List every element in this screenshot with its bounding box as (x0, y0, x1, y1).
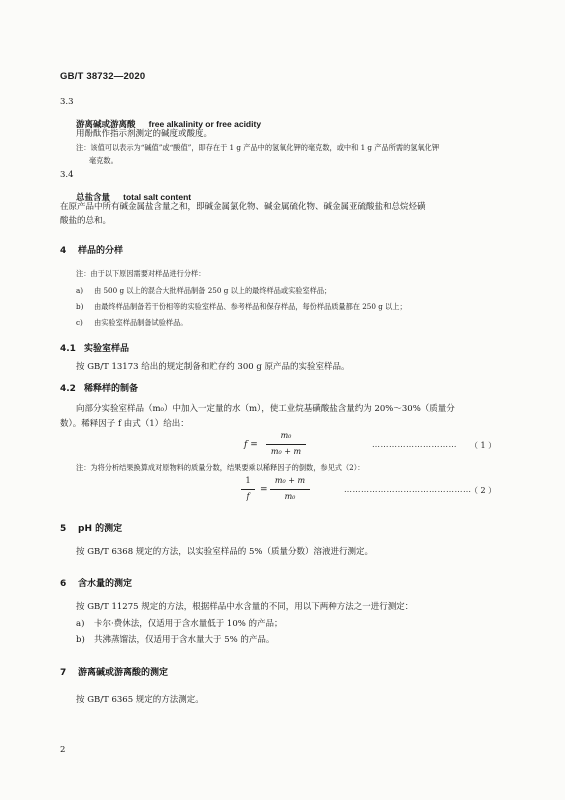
eq2-lhs-numerator: 1 (245, 476, 251, 485)
section-heading-4 (60, 243, 123, 256)
eq1-leader-dots: ………………………… (372, 440, 457, 449)
item-text: 共沸蒸馏法，仅适用于含水量大于 5% 的产品。 (94, 635, 275, 645)
eq1-tag: （ 1 ） (470, 441, 497, 450)
eq1-fraction-bar (266, 444, 306, 445)
item-text: 由 500 g 以上的混合大批样品制备 250 g 以上的最终样品或实验室样品； (94, 286, 332, 295)
item-label: c) (76, 318, 83, 327)
item-label: a) (76, 286, 84, 295)
paragraph-6: 按 GB/T 11275 规定的方法，根据样品中水含量的不同，用以下两种方法之一进行测定： (76, 602, 414, 612)
eq2-numerator: m₀ + m (274, 476, 306, 485)
list-item-4a (76, 286, 331, 296)
section-title: 样品的分样 (78, 246, 124, 256)
paragraph-4-2-line2: 数）。稀释因子 f 由式（1）给出： (60, 419, 189, 429)
eq2-leader-dots: ……………………………………… (344, 485, 472, 494)
paragraph-4-1: 按 GB/T 13173 给出的规定制备和贮存约 300 g 原产品的实验室样品。 (76, 362, 350, 372)
term-cn: 总盐含量 (76, 193, 111, 203)
item-label: b) (76, 635, 85, 645)
paragraph-4-2-line1: 向部分实验室样品（m₀）中加入一定量的水（m），使工业烷基磺酸盐含量约为 20%～30%（质量分 (76, 404, 455, 414)
clause-number: 4.1 (60, 344, 76, 354)
clause-title: 实验室样品 (84, 344, 130, 354)
clause-heading-4-1 (60, 341, 129, 354)
section-number: 5 (60, 524, 67, 534)
clause-heading-4-2 (60, 381, 138, 394)
paragraph-5: 按 GB/T 6368 规定的方法，以实验室样品的 5%（质量分数）溶液进行测定。 (76, 547, 373, 557)
note-4: 注：由于以下原因需要对样品进行分样： (76, 269, 206, 278)
list-item-6a (76, 617, 283, 629)
section-title: pH 的测定 (78, 524, 123, 534)
standard-number: GB/T 38732—2020 (60, 71, 146, 82)
eq2-denominator: m₀ (284, 492, 296, 501)
eq2-fraction-bar (270, 489, 310, 490)
term-cn: 游离碱或游离酸 (76, 120, 136, 130)
eq1-numerator: m₀ (280, 431, 292, 440)
paragraph-7: 按 GB/T 6365 规定的方法测定。 (76, 695, 204, 705)
eq2-lhs-fraction-bar (241, 489, 255, 490)
section-title: 游离碱或游离酸的测定 (78, 668, 169, 678)
item-label: a) (76, 619, 85, 629)
term-en: total salt content (123, 192, 192, 202)
clause-number: 4.2 (60, 384, 76, 394)
definition-3-4-line1: 在原产品中所有碱金属盐含量之和，即碱金属氯化物、碱金属硫化物、碱金属亚硫酸盐和总烷烃磺 (60, 202, 426, 212)
list-item-4b (76, 302, 407, 312)
section-heading-7 (60, 665, 168, 678)
list-item-6b (76, 633, 274, 645)
note-3-3-line1: 注：该值可以表示为“碱值”或“酸值”，即存在于 1 g 产品中的氢氧化钾的毫克数，或中和 1 g 产品所需的氢氧化钾 (76, 143, 440, 152)
clause-title: 稀释样的制备 (84, 384, 139, 394)
note-4-2: 注：为将分析结果换算成对原物料的质量分数，结果要乘以稀释因子的倒数，参见式（2）： (76, 463, 365, 472)
section-title: 含水量的测定 (78, 579, 133, 589)
note-3-3-line2: 毫克数。 (89, 156, 118, 165)
item-text: 由实验室样品制备试验样品。 (94, 318, 188, 327)
definition-3-3: 用酚酞作指示剂测定的碱度或酸度。 (76, 129, 213, 139)
item-label: b) (76, 302, 84, 311)
clause-number-3-3: 3.3 (60, 97, 74, 107)
eq2-tag: （ 2 ） (470, 486, 497, 495)
eq2-equals: = (260, 485, 268, 495)
term-en: free alkalinity or free acidity (148, 119, 262, 129)
section-heading-5 (60, 521, 122, 534)
list-item-4c (76, 318, 187, 328)
definition-3-4-line2: 酸盐的总和。 (60, 216, 112, 226)
section-number: 7 (60, 668, 67, 678)
item-text: 由最终样品制备若干份相等的实验室样品、参考样品和保存样品，每份样品质量都在 250 g 以上； (94, 302, 407, 311)
item-text: 卡尔·费休法，仅适用于含水量低于 10% 的产品； (94, 619, 283, 629)
page-number: 2 (60, 745, 66, 755)
clause-number-3-4: 3.4 (60, 170, 74, 180)
section-number: 6 (60, 579, 67, 589)
eq1-lhs: f = (244, 440, 258, 450)
section-heading-6 (60, 576, 132, 589)
eq2-lhs-denominator: f (246, 492, 250, 501)
eq1-denominator: m₀ + m (270, 447, 302, 456)
section-number: 4 (60, 246, 67, 256)
